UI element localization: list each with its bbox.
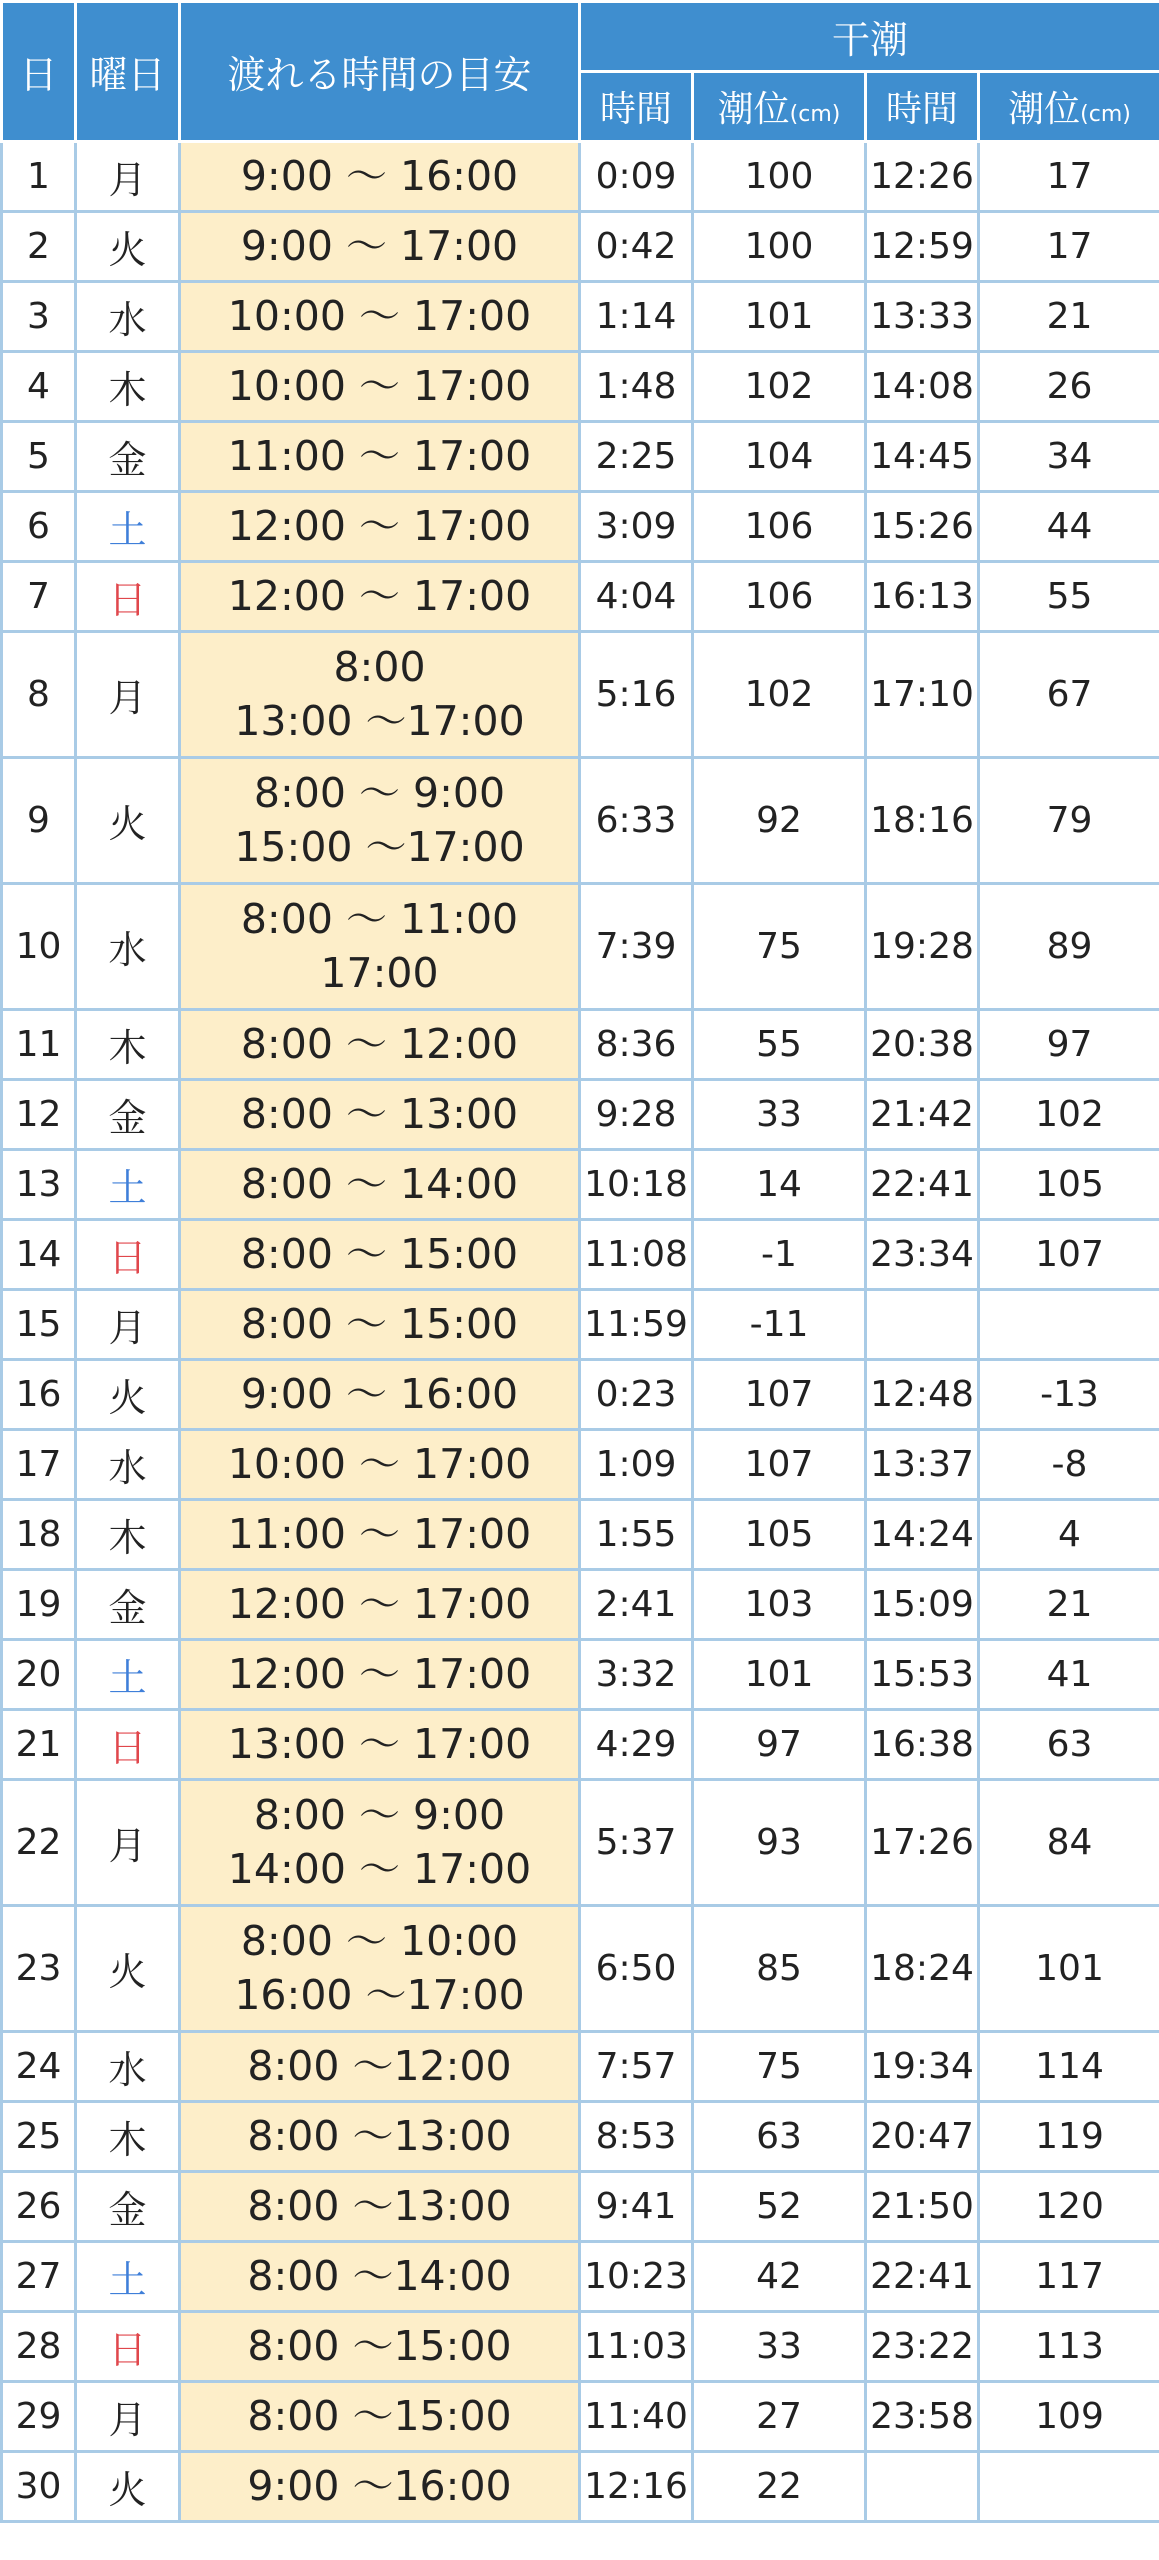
weekday-cell: 木 xyxy=(76,352,180,422)
weekday-cell: 日 xyxy=(76,1710,180,1780)
table-row xyxy=(2,1080,1159,1150)
tide-level-1: 100 xyxy=(693,212,866,282)
date-cell: 27 xyxy=(2,2242,76,2312)
table-row xyxy=(2,884,1159,1010)
tide-level-1: 92 xyxy=(693,758,866,884)
date-cell: 21 xyxy=(2,1710,76,1780)
weekday-cell: 月 xyxy=(76,142,180,212)
crossing-time-cell xyxy=(180,1640,580,1710)
crossing-time-line: 12:00 ～ 17:00 xyxy=(227,1579,532,1628)
table-row xyxy=(2,2102,1159,2172)
tide-level-1: 104 xyxy=(693,422,866,492)
date-cell: 15 xyxy=(2,1290,76,1360)
weekday-cell: 火 xyxy=(76,758,180,884)
crossing-time-cell xyxy=(180,1150,580,1220)
crossing-time-cell xyxy=(180,1360,580,1430)
tide-level-2: 17 xyxy=(979,212,1159,282)
tide-level-2: 55 xyxy=(979,562,1159,632)
weekday-cell: 火 xyxy=(76,1360,180,1430)
low-tide-time-2: 14:24 xyxy=(866,1500,979,1570)
table-row xyxy=(2,1710,1159,1780)
time2-header: 時間 xyxy=(866,72,979,142)
low-tide-time-1: 8:36 xyxy=(580,1010,693,1080)
low-tide-time-2 xyxy=(866,2452,979,2522)
crossing-time-line: 8:00 ～ 13:00 xyxy=(240,1089,519,1138)
crossing-time-cell xyxy=(180,1710,580,1780)
crossing-time-line: 16:00 ～17:00 xyxy=(234,1970,525,2019)
weekday-cell: 月 xyxy=(76,2382,180,2452)
tide-level-2: 84 xyxy=(979,1780,1159,1906)
date-cell: 5 xyxy=(2,422,76,492)
crossing-time-line: 8:00 ～14:00 xyxy=(247,2251,512,2300)
low-tide-time-2: 15:26 xyxy=(866,492,979,562)
tide-level-2: 67 xyxy=(979,632,1159,758)
tide-level-1: 27 xyxy=(693,2382,866,2452)
tide-level-2: 21 xyxy=(979,1570,1159,1640)
crossing-time-line: 8:00 ～13:00 xyxy=(247,2181,512,2230)
low-tide-time-1: 2:25 xyxy=(580,422,693,492)
date-cell: 10 xyxy=(2,884,76,1010)
table-row xyxy=(2,758,1159,884)
date-cell: 9 xyxy=(2,758,76,884)
low-tide-time-2: 17:10 xyxy=(866,632,979,758)
date-cell: 16 xyxy=(2,1360,76,1430)
low-tide-time-1: 1:48 xyxy=(580,352,693,422)
table-row xyxy=(2,1150,1159,1220)
low-tide-time-2: 12:59 xyxy=(866,212,979,282)
weekday-cell: 土 xyxy=(76,1150,180,1220)
tide-level-1: 14 xyxy=(693,1150,866,1220)
date-cell: 30 xyxy=(2,2452,76,2522)
tide-level-1: 93 xyxy=(693,1780,866,1906)
date-cell: 3 xyxy=(2,282,76,352)
tide-level-2 xyxy=(979,1290,1159,1360)
date-cell: 23 xyxy=(2,1906,76,2032)
date-cell: 25 xyxy=(2,2102,76,2172)
crossing-time-line: 8:00 ～ 15:00 xyxy=(240,1229,519,1278)
crossing-time-line: 8:00 ～ 14:00 xyxy=(240,1159,519,1208)
table-row xyxy=(2,2172,1159,2242)
weekday-cell: 土 xyxy=(76,492,180,562)
low-tide-time-1: 1:55 xyxy=(580,1500,693,1570)
low-tide-time-2: 16:38 xyxy=(866,1710,979,1780)
tide-level-1: 33 xyxy=(693,1080,866,1150)
weekday-cell: 月 xyxy=(76,1290,180,1360)
weekday-cell: 日 xyxy=(76,2312,180,2382)
crossing-time-line: 12:00 ～ 17:00 xyxy=(227,501,532,550)
date-cell: 1 xyxy=(2,142,76,212)
table-row xyxy=(2,632,1159,758)
low-tide-time-2: 21:42 xyxy=(866,1080,979,1150)
crossing-time-cell xyxy=(180,2382,580,2452)
weekday-cell: 水 xyxy=(76,884,180,1010)
tide-level-2: 102 xyxy=(979,1080,1159,1150)
crossing-time-line: 10:00 ～ 17:00 xyxy=(227,1439,532,1488)
low-tide-time-1: 1:09 xyxy=(580,1430,693,1500)
tide-level-2: -13 xyxy=(979,1360,1159,1430)
low-tide-time-1: 6:50 xyxy=(580,1906,693,2032)
crossing-time-cell xyxy=(180,1570,580,1640)
low-tide-time-1: 2:41 xyxy=(580,1570,693,1640)
low-tide-time-2: 18:24 xyxy=(866,1906,979,2032)
weekday-cell: 火 xyxy=(76,2452,180,2522)
weekday-cell: 水 xyxy=(76,2032,180,2102)
crossing-time-line: 11:00 ～ 17:00 xyxy=(227,431,532,480)
tide-level-2: 120 xyxy=(979,2172,1159,2242)
low-tide-time-1: 3:32 xyxy=(580,1640,693,1710)
table-row xyxy=(2,212,1159,282)
low-tide-time-2: 23:22 xyxy=(866,2312,979,2382)
crossing-time-line: 13:00 ～17:00 xyxy=(234,696,525,745)
date-cell: 6 xyxy=(2,492,76,562)
low-tide-time-1: 0:23 xyxy=(580,1360,693,1430)
tide-level-1: 107 xyxy=(693,1430,866,1500)
low-tide-time-1: 9:28 xyxy=(580,1080,693,1150)
weekday-cell: 月 xyxy=(76,632,180,758)
weekday-cell: 火 xyxy=(76,212,180,282)
low-tide-time-2: 13:33 xyxy=(866,282,979,352)
low-tide-time-2: 13:37 xyxy=(866,1430,979,1500)
low-tide-time-2: 22:41 xyxy=(866,2242,979,2312)
crossing-time-cell xyxy=(180,884,580,1010)
tide-level-1: 101 xyxy=(693,282,866,352)
weekday-cell: 木 xyxy=(76,1500,180,1570)
low-tide-time-2: 17:26 xyxy=(866,1780,979,1906)
low-tide-time-2: 18:16 xyxy=(866,758,979,884)
date-header: 日 xyxy=(2,2,76,142)
low-tide-time-2: 12:48 xyxy=(866,1360,979,1430)
crossing-time-line: 8:00 xyxy=(333,643,426,692)
weekday-cell: 木 xyxy=(76,1010,180,1080)
weekday-cell: 土 xyxy=(76,2242,180,2312)
table-row xyxy=(2,492,1159,562)
table-row xyxy=(2,1360,1159,1430)
weekday-cell: 火 xyxy=(76,1906,180,2032)
low-tide-time-2: 14:08 xyxy=(866,352,979,422)
crossing-time-cell xyxy=(180,2312,580,2382)
tide-level-1: 55 xyxy=(693,1010,866,1080)
crossing-time-line: 12:00 ～ 17:00 xyxy=(227,1649,532,1698)
table-row xyxy=(2,282,1159,352)
low-tide-time-1: 4:04 xyxy=(580,562,693,632)
low-tide-time-2: 12:26 xyxy=(866,142,979,212)
low-tide-time-1: 11:08 xyxy=(580,1220,693,1290)
low-tide-time-2: 23:34 xyxy=(866,1220,979,1290)
table-row xyxy=(2,1906,1159,2032)
date-cell: 22 xyxy=(2,1780,76,1906)
date-cell: 26 xyxy=(2,2172,76,2242)
tide-level-2: 114 xyxy=(979,2032,1159,2102)
tide-level-2: 117 xyxy=(979,2242,1159,2312)
date-cell: 11 xyxy=(2,1010,76,1080)
table-row xyxy=(2,1290,1159,1360)
low-tide-time-2: 22:41 xyxy=(866,1150,979,1220)
tide-level-1: 97 xyxy=(693,1710,866,1780)
crossing-time-cell xyxy=(180,492,580,562)
crossing-time-cell xyxy=(180,1080,580,1150)
table-row xyxy=(2,1780,1159,1906)
crossing-time-line: 12:00 ～ 17:00 xyxy=(227,571,532,620)
tide-level-2: 119 xyxy=(979,2102,1159,2172)
table-row xyxy=(2,2032,1159,2102)
crossing-time-cell xyxy=(180,2032,580,2102)
weekday-header: 曜日 xyxy=(76,2,180,142)
low-tide-time-1: 11:40 xyxy=(580,2382,693,2452)
weekday-cell: 金 xyxy=(76,1570,180,1640)
low-tide-time-1: 10:18 xyxy=(580,1150,693,1220)
tide-level-1: 107 xyxy=(693,1360,866,1430)
table-row xyxy=(2,142,1159,212)
crossing-time-line: 8:00 ～ 10:00 xyxy=(240,1917,519,1966)
crossing-time-line: 8:00 ～ 11:00 xyxy=(240,895,519,944)
table-row xyxy=(2,1430,1159,1500)
table-row xyxy=(2,352,1159,422)
low-tide-time-1: 7:57 xyxy=(580,2032,693,2102)
weekday-cell: 日 xyxy=(76,562,180,632)
tide-level-2: 89 xyxy=(979,884,1159,1010)
date-cell: 18 xyxy=(2,1500,76,1570)
low-tide-time-2: 15:09 xyxy=(866,1570,979,1640)
low-tide-time-1: 0:42 xyxy=(580,212,693,282)
tide-level-2: 79 xyxy=(979,758,1159,884)
crossing-time-cell xyxy=(180,632,580,758)
date-cell: 14 xyxy=(2,1220,76,1290)
low-tide-time-1: 5:37 xyxy=(580,1780,693,1906)
table-row xyxy=(2,422,1159,492)
table-row xyxy=(2,1220,1159,1290)
crossing-time-cell xyxy=(180,1906,580,2032)
crossing-time-cell xyxy=(180,212,580,282)
tide-level-2: 109 xyxy=(979,2382,1159,2452)
tide-level-1: 75 xyxy=(693,2032,866,2102)
tide-level-1: 103 xyxy=(693,1570,866,1640)
low-tide-time-2: 19:28 xyxy=(866,884,979,1010)
crossing-time-cell xyxy=(180,1430,580,1500)
date-cell: 24 xyxy=(2,2032,76,2102)
weekday-cell: 金 xyxy=(76,2172,180,2242)
date-cell: 4 xyxy=(2,352,76,422)
date-cell: 8 xyxy=(2,632,76,758)
date-cell: 13 xyxy=(2,1150,76,1220)
tide-level-2: 21 xyxy=(979,282,1159,352)
crossing-time-cell xyxy=(180,2242,580,2312)
low-tide-time-2 xyxy=(866,1290,979,1360)
low-tide-time-2: 21:50 xyxy=(866,2172,979,2242)
crossing-time-cell xyxy=(180,282,580,352)
crossing-time-cell xyxy=(180,1010,580,1080)
low-tide-time-1: 5:16 xyxy=(580,632,693,758)
crossing-time-cell xyxy=(180,1780,580,1906)
low-tide-time-1: 11:03 xyxy=(580,2312,693,2382)
crossing-time-line: 9:00 ～16:00 xyxy=(247,2461,512,2510)
date-cell: 2 xyxy=(2,212,76,282)
tide-level-2: 101 xyxy=(979,1906,1159,2032)
crossing-time-line: 8:00 ～12:00 xyxy=(247,2041,512,2090)
tide-level-1: 105 xyxy=(693,1500,866,1570)
table-row xyxy=(2,2452,1159,2522)
crossing-time-line: 11:00 ～ 17:00 xyxy=(227,1509,532,1558)
low-tide-time-1: 12:16 xyxy=(580,2452,693,2522)
crossing-time-line: 8:00 ～ 9:00 xyxy=(253,1791,506,1840)
level2-header: 潮位(cm) xyxy=(979,72,1159,142)
time1-header: 時間 xyxy=(580,72,693,142)
tide-level-1: 106 xyxy=(693,492,866,562)
date-cell: 20 xyxy=(2,1640,76,1710)
crossing-time-line: 9:00 ～ 17:00 xyxy=(240,221,519,270)
low-tide-time-2: 16:13 xyxy=(866,562,979,632)
crossing-time-line: 8:00 ～15:00 xyxy=(247,2321,512,2370)
table-row xyxy=(2,1570,1159,1640)
weekday-cell: 木 xyxy=(76,2102,180,2172)
crossing-time-cell xyxy=(180,2172,580,2242)
weekday-cell: 水 xyxy=(76,282,180,352)
low-tide-header: 干潮 xyxy=(580,2,1159,72)
tide-level-2: 105 xyxy=(979,1150,1159,1220)
crossing-time-line: 8:00 ～ 15:00 xyxy=(240,1299,519,1348)
crossing-time-cell xyxy=(180,422,580,492)
crossing-time-line: 9:00 ～ 16:00 xyxy=(240,1369,519,1418)
low-tide-time-1: 10:23 xyxy=(580,2242,693,2312)
crossing-time-cell xyxy=(180,1290,580,1360)
tide-level-1: -1 xyxy=(693,1220,866,1290)
weekday-cell: 月 xyxy=(76,1780,180,1906)
table-row xyxy=(2,1500,1159,1570)
low-tide-time-2: 14:45 xyxy=(866,422,979,492)
tide-level-1: 100 xyxy=(693,142,866,212)
level1-header: 潮位(cm) xyxy=(693,72,866,142)
tide-level-1: 75 xyxy=(693,884,866,1010)
crossing-time-line: 14:00 ～ 17:00 xyxy=(227,1844,532,1893)
crossing-time-cell xyxy=(180,2452,580,2522)
low-tide-time-1: 7:39 xyxy=(580,884,693,1010)
tide-level-2: 41 xyxy=(979,1640,1159,1710)
crossing-time-cell xyxy=(180,352,580,422)
crossing-time-line: 8:00 ～ 12:00 xyxy=(240,1019,519,1068)
low-tide-time-1: 6:33 xyxy=(580,758,693,884)
table-row xyxy=(2,2242,1159,2312)
tide-level-1: 102 xyxy=(693,352,866,422)
date-cell: 19 xyxy=(2,1570,76,1640)
tide-level-2: 17 xyxy=(979,142,1159,212)
low-tide-time-1: 3:09 xyxy=(580,492,693,562)
crossing-time-cell xyxy=(180,1500,580,1570)
low-tide-time-1: 0:09 xyxy=(580,142,693,212)
low-tide-time-1: 4:29 xyxy=(580,1710,693,1780)
tide-level-2: -8 xyxy=(979,1430,1159,1500)
tide-level-1: 63 xyxy=(693,2102,866,2172)
table-row xyxy=(2,562,1159,632)
tide-level-2: 97 xyxy=(979,1010,1159,1080)
crossing-time-cell xyxy=(180,2102,580,2172)
crossing-time-cell xyxy=(180,758,580,884)
crossing-time-line: 17:00 xyxy=(320,948,439,997)
table-row xyxy=(2,2312,1159,2382)
crossing-time-cell xyxy=(180,1220,580,1290)
tide-level-1: 101 xyxy=(693,1640,866,1710)
tide-level-2: 44 xyxy=(979,492,1159,562)
crossing-time-line: 10:00 ～ 17:00 xyxy=(227,361,532,410)
tide-level-2: 26 xyxy=(979,352,1159,422)
date-cell: 7 xyxy=(2,562,76,632)
tide-level-2: 113 xyxy=(979,2312,1159,2382)
weekday-cell: 金 xyxy=(76,422,180,492)
tide-level-2: 63 xyxy=(979,1710,1159,1780)
tide-level-1: 52 xyxy=(693,2172,866,2242)
low-tide-time-2: 20:38 xyxy=(866,1010,979,1080)
crossing-time-cell xyxy=(180,142,580,212)
low-tide-time-1: 1:14 xyxy=(580,282,693,352)
table-row xyxy=(2,1640,1159,1710)
low-tide-time-2: 23:58 xyxy=(866,2382,979,2452)
tide-level-1: 22 xyxy=(693,2452,866,2522)
crossing-time-line: 10:00 ～ 17:00 xyxy=(227,291,532,340)
crossing-time-line: 9:00 ～ 16:00 xyxy=(240,151,519,200)
crossing-time-line: 15:00 ～17:00 xyxy=(234,822,525,871)
weekday-cell: 水 xyxy=(76,1430,180,1500)
tide-level-1: -11 xyxy=(693,1290,866,1360)
low-tide-time-1: 11:59 xyxy=(580,1290,693,1360)
tide-level-1: 102 xyxy=(693,632,866,758)
tide-level-1: 85 xyxy=(693,1906,866,2032)
crossing-time-line: 8:00 ～15:00 xyxy=(247,2391,512,2440)
date-cell: 29 xyxy=(2,2382,76,2452)
tide-level-2 xyxy=(979,2452,1159,2522)
weekday-cell: 土 xyxy=(76,1640,180,1710)
table-row xyxy=(2,2382,1159,2452)
table-row xyxy=(2,1010,1159,1080)
crossing-time-header: 渡れる時間の目安 xyxy=(180,2,580,142)
weekday-cell: 日 xyxy=(76,1220,180,1290)
tide-level-2: 4 xyxy=(979,1500,1159,1570)
low-tide-time-1: 8:53 xyxy=(580,2102,693,2172)
low-tide-time-2: 20:47 xyxy=(866,2102,979,2172)
crossing-time-line: 8:00 ～13:00 xyxy=(247,2111,512,2160)
tide-level-1: 42 xyxy=(693,2242,866,2312)
low-tide-time-2: 15:53 xyxy=(866,1640,979,1710)
crossing-time-line: 8:00 ～ 9:00 xyxy=(253,769,506,818)
tide-level-1: 33 xyxy=(693,2312,866,2382)
weekday-cell: 金 xyxy=(76,1080,180,1150)
crossing-time-line: 13:00 ～ 17:00 xyxy=(227,1719,532,1768)
date-cell: 28 xyxy=(2,2312,76,2382)
date-cell: 17 xyxy=(2,1430,76,1500)
low-tide-time-1: 9:41 xyxy=(580,2172,693,2242)
crossing-time-cell xyxy=(180,562,580,632)
tide-level-1: 106 xyxy=(693,562,866,632)
tide-level-2: 107 xyxy=(979,1220,1159,1290)
date-cell: 12 xyxy=(2,1080,76,1150)
low-tide-time-2: 19:34 xyxy=(866,2032,979,2102)
tide-level-2: 34 xyxy=(979,422,1159,492)
